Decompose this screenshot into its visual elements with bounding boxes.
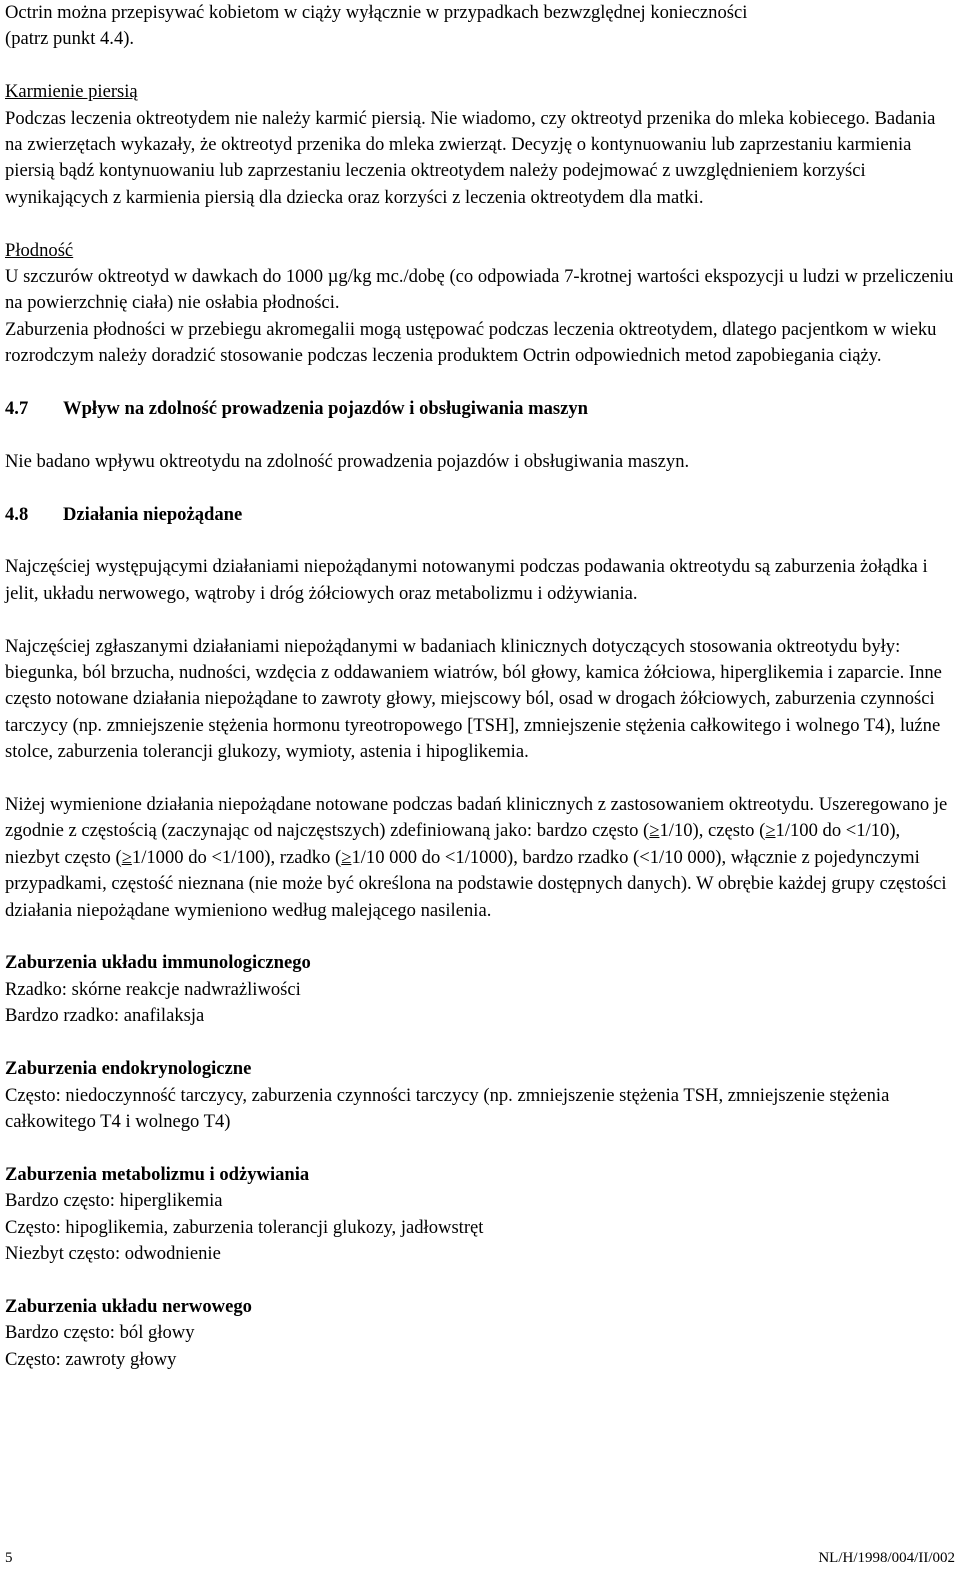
soc-endocrine-line: Często: niedoczynność tarczycy, zaburzenia czynności tarczycy (np. zmniejszenie stężenia TSH, zmniejszenie stężenia całkowitego T4 i wolnego T4) xyxy=(5,1084,890,1132)
soc-metabolism-line: Niezbyt często: odwodnienie xyxy=(5,1242,221,1264)
soc-metabolism-line: Często: hipoglikemia, zaburzenia tolerancji glukozy, jadłowstręt xyxy=(5,1216,484,1238)
section-4-8-para1: Najczęściej występującymi działaniami niepożądanymi notowanymi podczas podawania oktreotydu są zaburzenia żołądka i jelit, układu nerwowego, wątroby i dróg żółciowych oraz metabolizmu i odżywiania. xyxy=(5,556,928,604)
soc-endocrine-heading: Zaburzenia endokrynologiczne xyxy=(5,1058,252,1080)
geq-symbol: ≥ xyxy=(649,820,660,842)
pregnancy-tail-line2: (patrz punkt 4.4). xyxy=(5,28,135,50)
document-reference: NL/H/1998/004/II/002 xyxy=(818,1550,955,1566)
soc-nervous-heading: Zaburzenia układu nerwowego xyxy=(5,1295,252,1317)
para3-part-c: 1/100 do <1/10), niezbyt często ( xyxy=(5,820,901,868)
soc-immune-line: Rzadko: skórne reakcje nadwrażliwości xyxy=(5,978,301,1000)
soc-metabolism-line: Bardzo często: hiperglikemia xyxy=(5,1190,223,1212)
section-4-8-number: 4.8 xyxy=(5,503,29,525)
geq-symbol: ≥ xyxy=(121,846,132,868)
geq-symbol: ≥ xyxy=(765,820,776,842)
para3-part-b: 1/10), często ( xyxy=(659,820,766,842)
page-footer xyxy=(5,1545,955,1571)
fertility-text-2: Zaburzenia płodności w przebiegu akromegalii mogą ustępować podczas leczenia oktreotydem, dlatego pacjentkom w wieku rozrodczym należy doradzić stosowanie podczas leczenia produktem Octrin odpowiednich metod zapobiegania ciąży. xyxy=(5,318,937,367)
geq-symbol: ≥ xyxy=(341,846,352,868)
soc-immune-line: Bardzo rzadko: anafilaksja xyxy=(5,1005,205,1027)
section-4-8-title: Działania niepożądane xyxy=(63,503,243,525)
section-4-8-heading xyxy=(5,502,955,528)
section-4-8-para2: Najczęściej zgłaszanymi działaniami niepożądanymi w badaniach klinicznych dotyczących stosowania oktreotydu były: biegunka, ból brzucha, nudności, wzdęcia z oddawaniem wiatrów, ból głowy, kamica żółciowa, hiperglikemia i zaparcie. Inne często notowane działania niepożądane to zawroty głowy, miejscowy ból, osad w drogach żółciowych, zaburzenia czynności tarczycy (np. zmniejszenie stężenia hormonu tyreotropowego [TSH], zmniejszenie stężenia całkowitego i wolnego T4), luźne stolce, zaburzenia tolerancji glukozy, wymioty, astenia i hipoglikemia. xyxy=(5,635,942,763)
soc-nervous-line: Bardzo często: ból głowy xyxy=(5,1322,195,1344)
section-4-7-heading xyxy=(5,396,955,422)
soc-metabolism-heading: Zaburzenia metabolizmu i odżywiania xyxy=(5,1163,310,1185)
breastfeeding-heading: Karmienie piersią xyxy=(5,81,138,103)
soc-immune-heading: Zaburzenia układu immunologicznego xyxy=(5,952,311,974)
fertility-text-1: U szczurów oktreotyd w dawkach do 1000 µg/kg mc./dobę (co odpowiada 7-krotnej wartości ekspozycji u ludzi w przeliczeniu na powierzchnię ciała) nie osłabia płodności. xyxy=(5,266,954,314)
para3-part-d: 1/1000 do <1/100), rzadko ( xyxy=(131,846,342,868)
pregnancy-tail-line1: Octrin można przepisywać kobietom w ciąży wyłącznie w przypadkach bezwzględnej konieczności xyxy=(5,2,748,23)
section-4-7-number: 4.7 xyxy=(5,398,29,420)
section-4-8-para3 xyxy=(5,792,955,924)
page-number: 5 xyxy=(5,1550,13,1566)
section-4-7-text: Nie badano wpływu oktreotydu na zdolność prowadzenia pojazdów i obsługiwania maszyn. xyxy=(5,450,690,472)
para3-part-a: Niżej wymienione działania niepożądane notowane podczas badań klinicznych z zastosowaniem oktreotydu. Uszeregowano je zgodnie z częstością (zaczynając od najczęstszych) zdefiniowaną jako: bardzo często ( xyxy=(5,794,948,842)
fertility-heading: Płodność xyxy=(5,239,74,261)
document-page xyxy=(5,0,955,1373)
soc-nervous-line: Często: zawroty głowy xyxy=(5,1348,177,1370)
para3-part-e: 1/10 000 do <1/1000), bardzo rzadko (<1/10 000), włącznie z pojedynczymi przypadkami, częstość nieznana (nie może być określona na podstawie dostępnych danych). W obrębie każdej grupy częstości działania niepożądane wymieniono według malejącego nasilenia. xyxy=(5,846,947,921)
breastfeeding-text: Podczas leczenia oktreotydem nie należy karmić piersią. Nie wiadomo, czy oktreotyd przenika do mleka kobiecego. Badania na zwierzętach wykazały, że oktreotyd przenika do mleka zwierząt. Decyzję o kontynuowaniu lub zaprzestaniu karmienia piersią bądź kontynuowaniu lub zaprzestaniu leczenia oktreotydem należy podejmować z uwzględnieniem korzyści wynikających z karmienia piersią dla dziecka oraz korzyści z leczenia oktreotydem dla matki. xyxy=(5,107,936,208)
section-4-7-title: Wpływ na zdolność prowadzenia pojazdów i obsługiwania maszyn xyxy=(63,398,589,420)
